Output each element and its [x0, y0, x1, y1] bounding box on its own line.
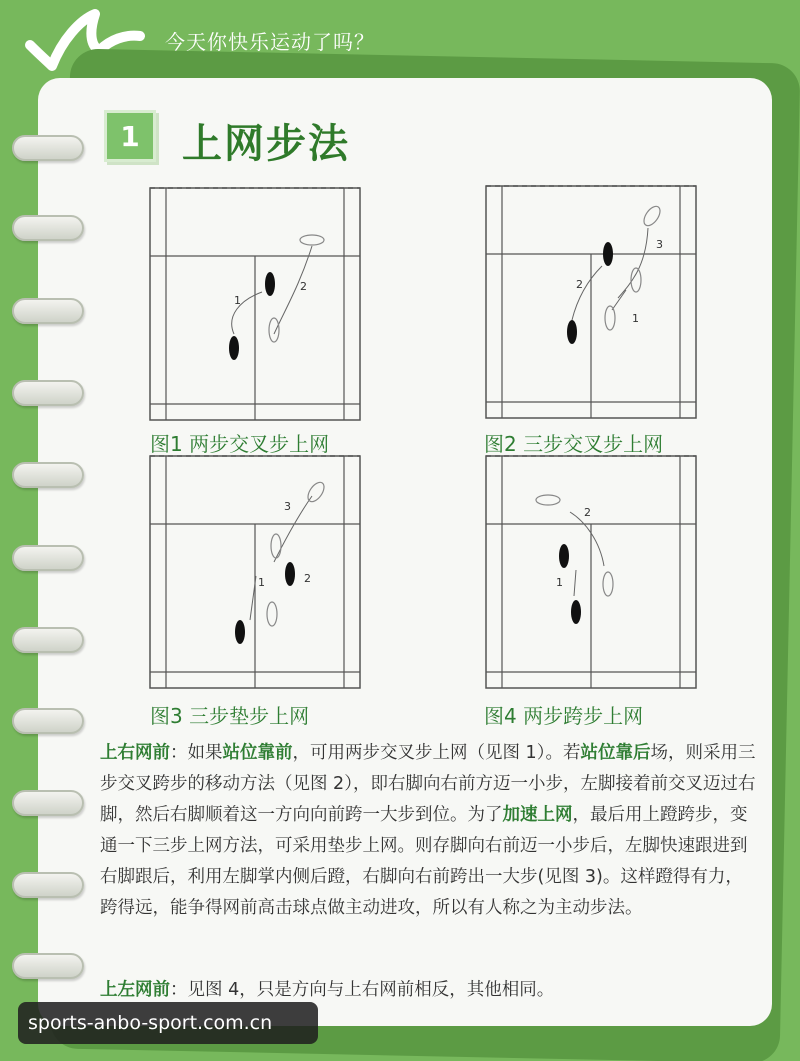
figure-2-caption: 图2 三步交叉步上网 [484, 432, 664, 456]
footprint-outline-icon [605, 306, 615, 330]
header-slogan: 今天你快乐运动了吗？ [165, 30, 375, 54]
footprint-outline-icon [269, 318, 279, 342]
step-label: 2 [304, 572, 311, 585]
binder-ring [12, 298, 84, 324]
footprint-outline-icon [267, 602, 277, 626]
highlight-right-net: 上右网前 [100, 743, 170, 763]
binder-ring [12, 627, 84, 653]
court-diagram-1 [150, 188, 360, 420]
court-diagram-4 [486, 456, 696, 688]
step-label: 2 [584, 506, 591, 519]
text-run: 场，则采用三步交叉跨步的移动方法（见图 2），即右脚向右前方迈一小步，左脚接着前交叉迈过右脚，然后右脚顺着这一方向向前跨一大步到位。为了 [100, 743, 756, 825]
section-number: 1 [104, 110, 156, 162]
highlight-accelerate: 加速上网 [502, 805, 573, 825]
step-label: 1 [632, 312, 639, 325]
binder-ring [12, 380, 84, 406]
binder-ring [12, 545, 84, 571]
court-diagram-3 [150, 456, 360, 688]
footprint-icon [559, 544, 569, 568]
highlight-back-position: 站位靠后 [580, 743, 651, 763]
footprint-icon [229, 336, 239, 360]
step-label: 2 [576, 278, 583, 291]
step-label: 1 [258, 576, 265, 589]
watermark: sports-anbo-sport.com.cn [18, 1002, 318, 1044]
binder-ring [12, 953, 84, 979]
binder-ring [12, 790, 84, 816]
binder-ring [12, 462, 84, 488]
highlight-left-net: 上左网前 [100, 980, 170, 1000]
text-run: ：见图 4，只是方向与上右网前相反，其他相同。 [170, 980, 555, 1000]
text-run: ，最后用上蹬跨步，变通一下三步上网方法，可采用垫步上网。则存脚向右前迈一小步后，左脚快速跟进到右脚跟后，利用左脚掌内侧后蹬，右脚向右前跨出一大步(见图 3)。这样蹬得有力，跨得远，能争得网前高击球点做主动进攻，所以有人称之为主动步法。 [100, 805, 748, 918]
footprint-outline-icon [641, 204, 663, 229]
footprint-icon [235, 620, 245, 644]
footprint-outline-icon [603, 572, 613, 596]
footprint-icon [603, 242, 613, 266]
figure-4-caption: 图4 两步跨步上网 [484, 704, 644, 728]
footprint-outline-icon [300, 235, 324, 245]
court-diagram-2 [486, 186, 696, 418]
footprint-icon [265, 272, 275, 296]
step-label: 1 [556, 576, 563, 589]
text-run: ，可用两步交叉步上网（见图 1）。若 [292, 743, 581, 763]
highlight-front-position: 站位靠前 [222, 743, 293, 763]
binder-ring [12, 135, 84, 161]
figure-1-caption: 图1 两步交叉步上网 [150, 432, 330, 456]
binder-ring [12, 872, 84, 898]
step-label: 3 [656, 238, 663, 251]
binder-ring [12, 708, 84, 734]
footprint-outline-icon [271, 534, 281, 558]
step-label: 1 [234, 294, 241, 307]
footprint-icon [571, 600, 581, 624]
text-run: ：如果 [170, 743, 223, 763]
step-label: 2 [300, 280, 307, 293]
paragraph-right-net [100, 738, 760, 924]
section-title: 上网步法 [182, 121, 350, 167]
footprint-outline-icon [536, 495, 560, 505]
binder-ring [12, 215, 84, 241]
footprint-icon [567, 320, 577, 344]
footprint-icon [285, 562, 295, 586]
figure-3-caption: 图3 三步垫步上网 [150, 704, 310, 728]
step-label: 3 [284, 500, 291, 513]
footprint-outline-icon [305, 480, 327, 505]
